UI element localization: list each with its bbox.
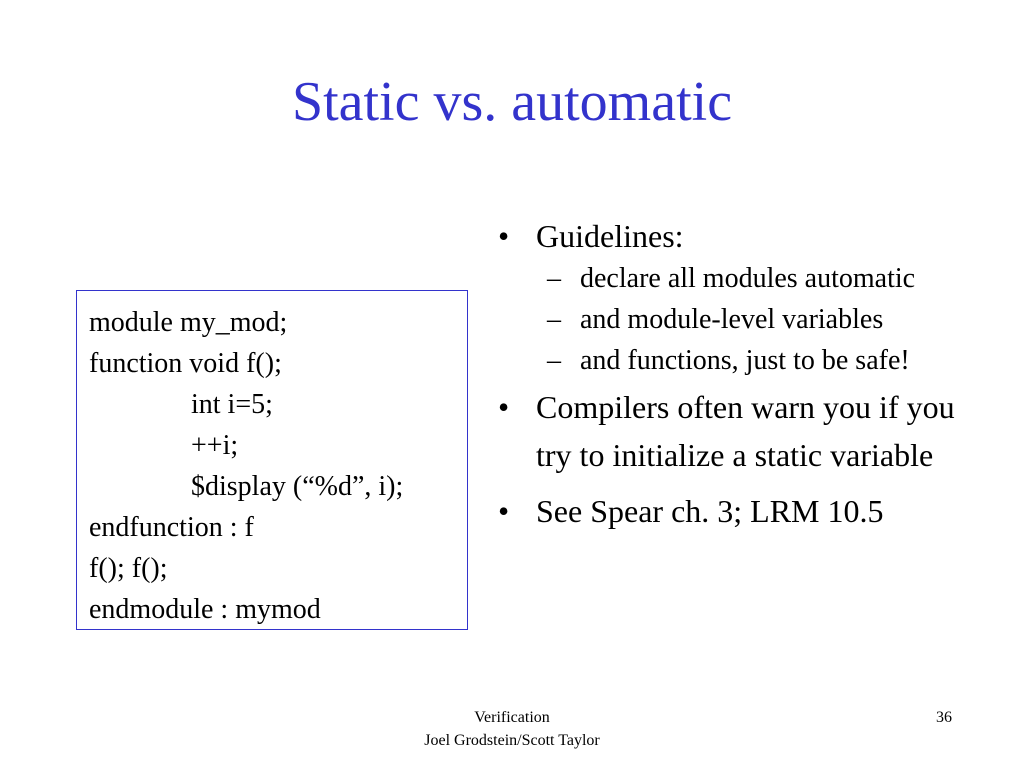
- dash-icon: –: [547, 304, 561, 335]
- bullet-guidelines: [498, 212, 998, 260]
- sub-bullet: [498, 258, 998, 299]
- footer: [362, 706, 662, 752]
- sub-bullet-text: declare all modules automatic: [580, 263, 916, 294]
- bullet-text: See Spear ch. 3; LRM 10.5: [536, 493, 884, 529]
- bullet-text: Compilers often warn you if you try to initialize a static variable: [536, 389, 955, 473]
- footer-course: Verification: [474, 709, 550, 726]
- bullet-dot-icon: •: [498, 389, 510, 425]
- code-line: endmodule : mymod: [89, 594, 321, 625]
- code-line: function void f();: [89, 348, 282, 379]
- sub-bullet-list: [498, 258, 998, 381]
- dash-icon: –: [547, 345, 561, 376]
- sub-bullet: [498, 340, 998, 381]
- code-line: int i=5;: [191, 389, 273, 420]
- dash-icon: –: [547, 263, 561, 294]
- sub-bullet-text: and functions, just to be safe!: [580, 345, 910, 376]
- bullet-dot-icon: •: [498, 493, 510, 529]
- code-line: ++i;: [191, 430, 239, 461]
- slide-title: Static vs. automatic: [291, 71, 733, 133]
- bullet-list: [498, 212, 998, 535]
- code-line: f(); f();: [89, 553, 168, 584]
- bullet-compilers: [498, 383, 998, 479]
- footer-authors: Joel Grodstein/Scott Taylor: [424, 732, 600, 749]
- code-line: module my_mod;: [89, 307, 288, 338]
- bullet-text: Guidelines:: [536, 218, 684, 254]
- sub-bullet-text: and module-level variables: [580, 304, 884, 335]
- sub-bullet: [498, 299, 998, 340]
- code-line: $display (“%d”, i);: [191, 471, 404, 502]
- page-number: 36: [936, 709, 952, 726]
- bullet-see-spear: [498, 487, 998, 535]
- code-line: endfunction : f: [89, 512, 254, 543]
- code-box: [76, 290, 468, 630]
- bullet-dot-icon: •: [498, 218, 510, 254]
